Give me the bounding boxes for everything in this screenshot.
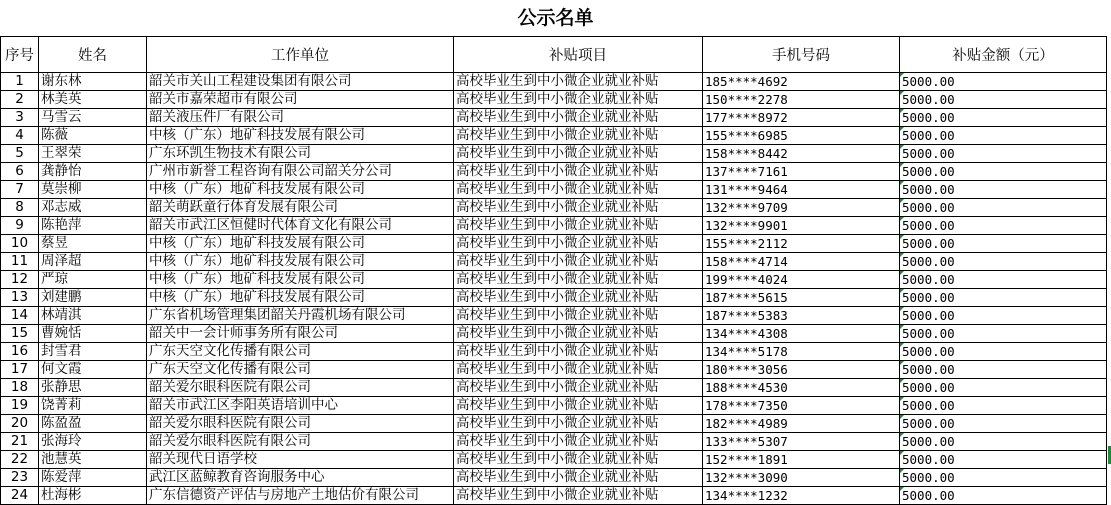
cell-name[interactable]: 池慧英	[39, 451, 147, 469]
cell-amount[interactable]: 5000.00	[900, 433, 1107, 451]
cell-index[interactable]: 15	[1, 325, 39, 343]
table-row	[1, 451, 1107, 469]
cell-subsidy-item[interactable]: 高校毕业生到中小微企业就业补贴	[454, 127, 703, 145]
cell-phone[interactable]: 178****7350	[703, 397, 900, 415]
cell-subsidy-item[interactable]: 高校毕业生到中小微企业就业补贴	[454, 217, 703, 235]
cell-index[interactable]: 13	[1, 289, 39, 307]
cell-subsidy-item[interactable]: 高校毕业生到中小微企业就业补贴	[454, 361, 703, 379]
cell-phone[interactable]: 158****4714	[703, 253, 900, 271]
cell-index[interactable]: 5	[1, 145, 39, 163]
cell-phone[interactable]: 150****2278	[703, 91, 900, 109]
table-row	[1, 379, 1107, 397]
table-row	[1, 253, 1107, 271]
cell-phone[interactable]: 177****8972	[703, 109, 900, 127]
cell-name[interactable]: 严琼	[39, 271, 147, 289]
cell-amount[interactable]: 5000.00	[900, 163, 1107, 181]
cell-employer[interactable]: 韶关市关山工程建设集团有限公司	[147, 73, 454, 91]
header-amount: 补贴金额（元）	[900, 37, 1107, 73]
cell-index[interactable]: 4	[1, 127, 39, 145]
cell-employer[interactable]: 中核（广东）地矿科技发展有限公司	[147, 127, 454, 145]
cell-phone[interactable]: 134****1232	[703, 487, 900, 505]
cell-name[interactable]: 张静思	[39, 379, 147, 397]
cell-employer[interactable]: 韶关市嘉荣超市有限公司	[147, 91, 454, 109]
cell-employer[interactable]: 中核（广东）地矿科技发展有限公司	[147, 253, 454, 271]
cell-index[interactable]: 16	[1, 343, 39, 361]
cell-employer[interactable]: 广东省机场管理集团韶关丹霞机场有限公司	[147, 307, 454, 325]
cell-name[interactable]: 林靖淇	[39, 307, 147, 325]
cell-subsidy-item[interactable]: 高校毕业生到中小微企业就业补贴	[454, 415, 703, 433]
cell-phone[interactable]: 131****9464	[703, 181, 900, 199]
cell-employer[interactable]: 韶关爱尔眼科医院有限公司	[147, 415, 454, 433]
cell-phone[interactable]: 158****8442	[703, 145, 900, 163]
table-row	[1, 235, 1107, 253]
cell-employer[interactable]: 中核（广东）地矿科技发展有限公司	[147, 181, 454, 199]
cell-employer[interactable]: 韶关液压件厂有限公司	[147, 109, 454, 127]
cell-amount[interactable]: 5000.00	[900, 397, 1107, 415]
cell-employer[interactable]: 武江区蓝鲸教育咨询服务中心	[147, 469, 454, 487]
cell-phone[interactable]: 187****5383	[703, 307, 900, 325]
cell-amount[interactable]: 5000.00	[900, 127, 1107, 145]
cell-name[interactable]: 陈薇	[39, 127, 147, 145]
cell-name[interactable]: 莫崇柳	[39, 181, 147, 199]
cell-amount[interactable]: 5000.00	[900, 343, 1107, 361]
cell-amount[interactable]: 5000.00	[900, 253, 1107, 271]
cell-index[interactable]: 17	[1, 361, 39, 379]
table-row	[1, 433, 1107, 451]
table-row	[1, 73, 1107, 91]
publicity-list-table	[0, 36, 1107, 505]
cell-amount[interactable]: 5000.00	[900, 487, 1107, 505]
cell-phone[interactable]: 155****6985	[703, 127, 900, 145]
cell-index[interactable]: 23	[1, 469, 39, 487]
cell-subsidy-item[interactable]: 高校毕业生到中小微企业就业补贴	[454, 289, 703, 307]
header-phone: 手机号码	[703, 37, 900, 73]
cell-amount[interactable]: 5000.00	[900, 415, 1107, 433]
cell-amount[interactable]: 5000.00	[900, 73, 1107, 91]
table-row	[1, 181, 1107, 199]
cell-subsidy-item[interactable]: 高校毕业生到中小微企业就业补贴	[454, 163, 703, 181]
cell-subsidy-item[interactable]: 高校毕业生到中小微企业就业补贴	[454, 451, 703, 469]
table-header-row	[1, 37, 1107, 73]
table-row	[1, 91, 1107, 109]
cell-index[interactable]: 3	[1, 109, 39, 127]
cell-index[interactable]: 12	[1, 271, 39, 289]
header-index: 序号	[1, 37, 39, 73]
cell-amount[interactable]: 5000.00	[900, 145, 1107, 163]
cell-amount[interactable]: 5000.00	[900, 361, 1107, 379]
table-row	[1, 289, 1107, 307]
cell-employer[interactable]: 中核（广东）地矿科技发展有限公司	[147, 235, 454, 253]
cell-subsidy-item[interactable]: 高校毕业生到中小微企业就业补贴	[454, 253, 703, 271]
cell-employer[interactable]: 广东天空文化传播有限公司	[147, 361, 454, 379]
cell-employer[interactable]: 韶关市武江区李阳英语培训中心	[147, 397, 454, 415]
cell-subsidy-item[interactable]: 高校毕业生到中小微企业就业补贴	[454, 145, 703, 163]
cell-amount[interactable]: 5000.00	[900, 199, 1107, 217]
cell-phone[interactable]: 185****4692	[703, 73, 900, 91]
cell-employer[interactable]: 广东环凯生物技术有限公司	[147, 145, 454, 163]
cell-employer[interactable]: 广州市新誉工程咨询有限公司韶关分公司	[147, 163, 454, 181]
cell-amount[interactable]: 5000.00	[900, 325, 1107, 343]
table-row	[1, 361, 1107, 379]
cell-index[interactable]: 9	[1, 217, 39, 235]
table-row	[1, 307, 1107, 325]
cell-name[interactable]: 邓志威	[39, 199, 147, 217]
cell-phone[interactable]: 132****9901	[703, 217, 900, 235]
table-row	[1, 469, 1107, 487]
table-row	[1, 415, 1107, 433]
cell-subsidy-item[interactable]: 高校毕业生到中小微企业就业补贴	[454, 307, 703, 325]
table-row	[1, 163, 1107, 181]
cell-name[interactable]: 谢东林	[39, 73, 147, 91]
table-row	[1, 487, 1107, 505]
cell-subsidy-item[interactable]: 高校毕业生到中小微企业就业补贴	[454, 397, 703, 415]
cell-phone[interactable]: 199****4024	[703, 271, 900, 289]
cell-index[interactable]: 22	[1, 451, 39, 469]
header-employer: 工作单位	[147, 37, 454, 73]
table-row	[1, 217, 1107, 235]
cell-phone[interactable]: 188****4530	[703, 379, 900, 397]
cell-subsidy-item[interactable]: 高校毕业生到中小微企业就业补贴	[454, 109, 703, 127]
cell-index[interactable]: 1	[1, 73, 39, 91]
table-row	[1, 145, 1107, 163]
cell-subsidy-item[interactable]: 高校毕业生到中小微企业就业补贴	[454, 433, 703, 451]
cell-employer[interactable]: 韶关市武江区恒健时代体育文化有限公司	[147, 217, 454, 235]
cell-name[interactable]: 蔡昱	[39, 235, 147, 253]
cell-subsidy-item[interactable]: 高校毕业生到中小微企业就业补贴	[454, 181, 703, 199]
cell-index[interactable]: 20	[1, 415, 39, 433]
cell-name[interactable]: 马雪云	[39, 109, 147, 127]
cell-employer[interactable]: 韶关爱尔眼科医院有限公司	[147, 433, 454, 451]
cell-phone[interactable]: 132****3090	[703, 469, 900, 487]
cell-amount[interactable]: 5000.00	[900, 235, 1107, 253]
table-row	[1, 397, 1107, 415]
cell-subsidy-item[interactable]: 高校毕业生到中小微企业就业补贴	[454, 343, 703, 361]
cell-phone[interactable]: 182****4989	[703, 415, 900, 433]
cell-amount[interactable]: 5000.00	[900, 289, 1107, 307]
cell-index[interactable]: 6	[1, 163, 39, 181]
cell-index[interactable]: 11	[1, 253, 39, 271]
cell-amount[interactable]: 5000.00	[900, 271, 1107, 289]
cell-subsidy-item[interactable]: 高校毕业生到中小微企业就业补贴	[454, 235, 703, 253]
cell-index[interactable]: 2	[1, 91, 39, 109]
cell-name[interactable]: 封雪君	[39, 343, 147, 361]
cell-phone[interactable]: 152****1891	[703, 451, 900, 469]
cell-phone[interactable]: 134****4308	[703, 325, 900, 343]
cell-name[interactable]: 杜海彬	[39, 487, 147, 505]
cell-subsidy-item[interactable]: 高校毕业生到中小微企业就业补贴	[454, 379, 703, 397]
cell-index[interactable]: 14	[1, 307, 39, 325]
cell-name[interactable]: 陈爱萍	[39, 469, 147, 487]
table-row	[1, 325, 1107, 343]
cell-name[interactable]: 陈盈盈	[39, 415, 147, 433]
cell-employer[interactable]: 韶关爱尔眼科医院有限公司	[147, 379, 454, 397]
table-row	[1, 109, 1107, 127]
cell-name[interactable]: 林美英	[39, 91, 147, 109]
cell-index[interactable]: 7	[1, 181, 39, 199]
cell-employer[interactable]: 中核（广东）地矿科技发展有限公司	[147, 289, 454, 307]
cell-amount[interactable]: 5000.00	[900, 217, 1107, 235]
cell-phone[interactable]: 187****5615	[703, 289, 900, 307]
cell-employer[interactable]: 韶关萌跃童行体育发展有限公司	[147, 199, 454, 217]
cell-subsidy-item[interactable]: 高校毕业生到中小微企业就业补贴	[454, 469, 703, 487]
cell-index[interactable]: 19	[1, 397, 39, 415]
cell-index[interactable]: 8	[1, 199, 39, 217]
cell-phone[interactable]: 137****7161	[703, 163, 900, 181]
cell-amount[interactable]: 5000.00	[900, 109, 1107, 127]
cell-name[interactable]: 陈艳萍	[39, 217, 147, 235]
cell-name[interactable]: 王翠荣	[39, 145, 147, 163]
page-title: 公示名单	[517, 7, 594, 29]
cell-phone[interactable]: 180****3056	[703, 361, 900, 379]
cell-amount[interactable]: 5000.00	[900, 181, 1107, 199]
header-name: 姓名	[39, 37, 147, 73]
cell-phone[interactable]: 133****5307	[703, 433, 900, 451]
cell-phone[interactable]: 155****2112	[703, 235, 900, 253]
cell-phone[interactable]: 132****9709	[703, 199, 900, 217]
cell-name[interactable]: 龚静怡	[39, 163, 147, 181]
cell-amount[interactable]: 5000.00	[900, 379, 1107, 397]
cell-employer[interactable]: 广东天空文化传播有限公司	[147, 343, 454, 361]
cell-employer[interactable]: 广东信德资产评估与房地产土地估价有限公司	[147, 487, 454, 505]
table-row	[1, 271, 1107, 289]
cell-name[interactable]: 曹婉恬	[39, 325, 147, 343]
cell-name[interactable]: 饶菁莉	[39, 397, 147, 415]
cell-index[interactable]: 24	[1, 487, 39, 505]
cell-index[interactable]: 18	[1, 379, 39, 397]
cell-subsidy-item[interactable]: 高校毕业生到中小微企业就业补贴	[454, 487, 703, 505]
cell-subsidy-item[interactable]: 高校毕业生到中小微企业就业补贴	[454, 199, 703, 217]
cell-employer[interactable]: 中核（广东）地矿科技发展有限公司	[147, 271, 454, 289]
header-subsidy-item: 补贴项目	[454, 37, 703, 73]
cell-index[interactable]: 21	[1, 433, 39, 451]
cell-subsidy-item[interactable]: 高校毕业生到中小微企业就业补贴	[454, 91, 703, 109]
cell-employer[interactable]: 韶关中一会计师事务所有限公司	[147, 325, 454, 343]
cell-name[interactable]: 何文霞	[39, 361, 147, 379]
cell-amount[interactable]: 5000.00	[900, 469, 1107, 487]
table-row	[1, 343, 1107, 361]
cell-amount[interactable]: 5000.00	[900, 307, 1107, 325]
cell-index[interactable]: 10	[1, 235, 39, 253]
cell-name[interactable]: 周泽超	[39, 253, 147, 271]
table-row	[1, 127, 1107, 145]
table-row	[1, 199, 1107, 217]
cell-name[interactable]: 张海玲	[39, 433, 147, 451]
cell-amount[interactable]: 5000.00	[900, 451, 1107, 469]
cell-subsidy-item[interactable]: 高校毕业生到中小微企业就业补贴	[454, 73, 703, 91]
cell-name[interactable]: 刘建鹏	[39, 289, 147, 307]
cell-subsidy-item[interactable]: 高校毕业生到中小微企业就业补贴	[454, 271, 703, 289]
cell-employer[interactable]: 韶关现代日语学校	[147, 451, 454, 469]
cell-amount[interactable]: 5000.00	[900, 91, 1107, 109]
cell-phone[interactable]: 134****5178	[703, 343, 900, 361]
cell-subsidy-item[interactable]: 高校毕业生到中小微企业就业补贴	[454, 325, 703, 343]
